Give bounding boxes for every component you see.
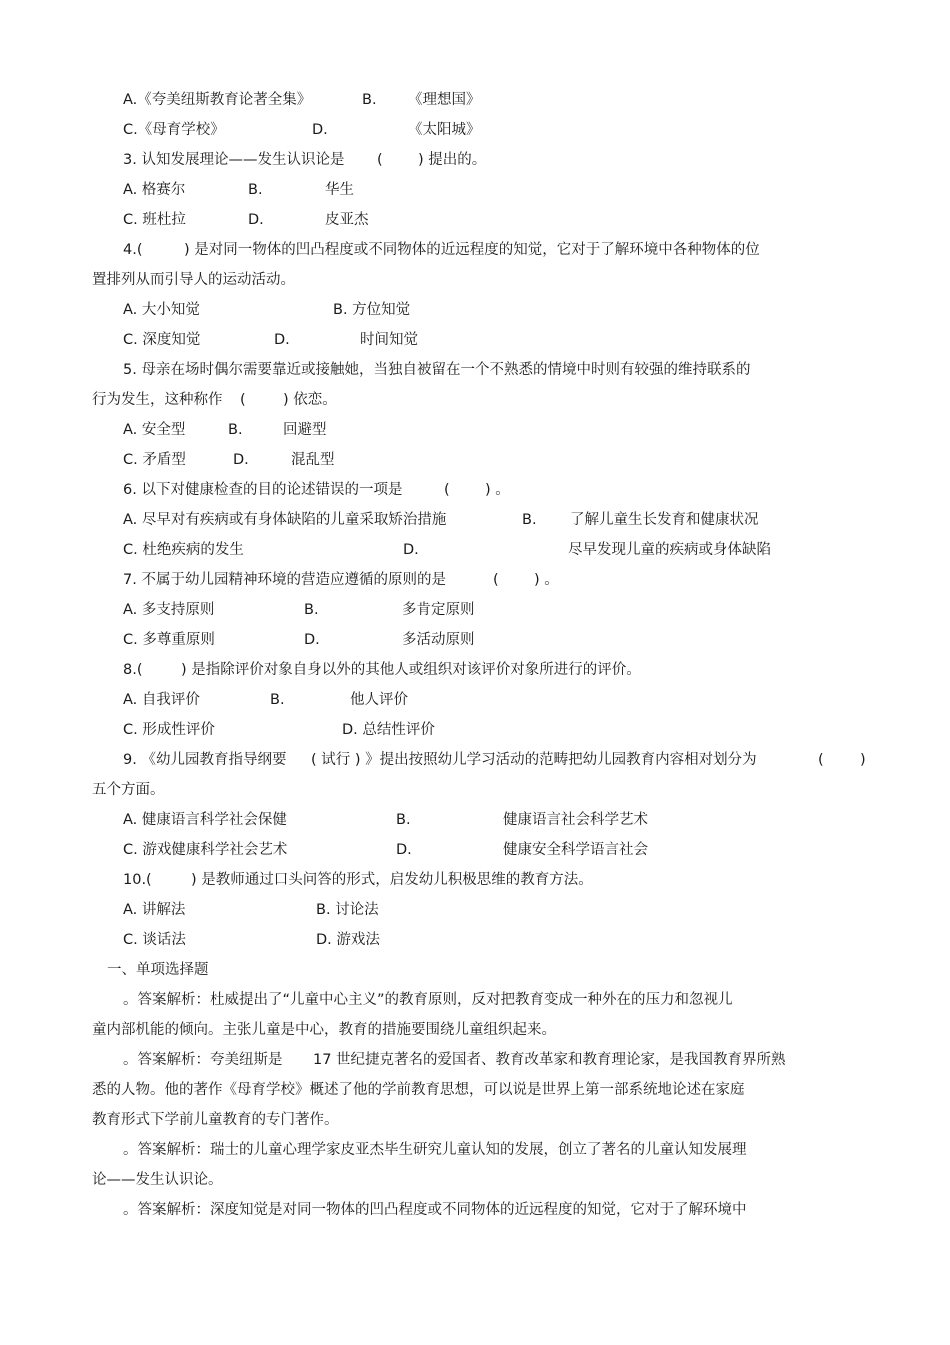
text-line-22-seg-2: (	[818, 752, 824, 768]
text-line-34-seg-0: 教育形式下学前儿童教育的专门著作。	[92, 1112, 339, 1128]
text-line-20-seg-1: B.	[270, 692, 285, 708]
text-line-16-seg-1: (	[493, 572, 499, 588]
text-line-1-seg-1: D.	[312, 122, 328, 138]
text-line-26-seg-1: ) 是教师通过口头问答的形式，启发幼儿积极思维的教育方法。	[191, 872, 593, 888]
text-line-14-seg-2: 了解儿童生长发育和健康状况	[570, 512, 759, 528]
text-line-30-seg-0: 。答案解析：杜威提出了“儿童中心主义”的教育原则，反对把教育变成一种外在的压力和忽视儿	[123, 992, 733, 1008]
text-line-29-seg-0: 一、单项选择题	[107, 962, 209, 978]
text-line-22-seg-0: 9. 《幼儿园教育指导纲要	[123, 752, 287, 768]
text-line-4-seg-2: 皮亚杰	[325, 212, 369, 228]
text-line-18-seg-1: D.	[304, 632, 320, 648]
text-line-0-seg-1: B.	[362, 92, 377, 108]
text-line-10-seg-2: ) 依恋。	[283, 392, 337, 408]
text-line-11-seg-0: A. 安全型	[123, 422, 186, 438]
text-line-17-seg-2: 多肯定原则	[402, 602, 475, 618]
text-line-35-seg-0: 。答案解析：瑞士的儿童心理学家皮亚杰毕生研究儿童认知的发展，创立了著名的儿童认知发展理	[123, 1142, 747, 1158]
text-line-1-seg-2: 《太阳城》	[408, 122, 481, 138]
text-line-19-seg-0: 8.(	[123, 662, 143, 678]
text-line-2-seg-1: (	[377, 152, 383, 168]
text-line-26-seg-0: 10.(	[123, 872, 152, 888]
text-line-16-seg-2: ) 。	[534, 572, 559, 588]
text-line-13-seg-1: (	[444, 482, 450, 498]
text-line-32-seg-1: 17 世纪捷克著名的爱国者、教育改革家和教育理论家，是我国教育界所熟	[313, 1052, 786, 1068]
text-line-5-seg-0: 4.(	[123, 242, 143, 258]
text-line-33-seg-0: 悉的人物。他的著作《母育学校》概述了他的学前教育思想，可以说是世界上第一部系统地论述在家庭	[92, 1082, 745, 1098]
text-line-24-seg-1: B.	[396, 812, 411, 828]
text-line-11-seg-2: 回避型	[283, 422, 327, 438]
text-line-7-seg-1: B. 方位知觉	[333, 302, 411, 318]
text-line-18-seg-0: C. 多尊重原则	[123, 632, 215, 648]
text-line-36-seg-0: 论——发生认识论。	[92, 1172, 223, 1188]
text-line-6-seg-0: 置排列从而引导人的运动活动。	[92, 272, 295, 288]
text-line-25-seg-2: 健康安全科学语言社会	[503, 842, 648, 858]
text-line-3-seg-1: B.	[248, 182, 263, 198]
text-line-9-seg-0: 5. 母亲在场时偶尔需要靠近或接触她，当独自被留在一个不熟悉的情境中时则有较强的维持联系的	[123, 362, 751, 378]
text-line-8-seg-0: C. 深度知觉	[123, 332, 201, 348]
text-line-20-seg-0: A. 自我评价	[123, 692, 200, 708]
text-line-4-seg-0: C. 班杜拉	[123, 212, 186, 228]
text-line-21-seg-0: C. 形成性评价	[123, 722, 215, 738]
text-line-5-seg-1: ) 是对同一物体的凹凸程度或不同物体的近远程度的知觉，它对于了解环境中各种物体的位	[184, 242, 760, 258]
text-line-24-seg-2: 健康语言社会科学艺术	[503, 812, 648, 828]
text-line-1-seg-0: C.《母育学校》	[123, 122, 225, 138]
text-line-7-seg-0: A. 大小知觉	[123, 302, 200, 318]
text-line-25-seg-0: C. 游戏健康科学社会艺术	[123, 842, 288, 858]
text-line-20-seg-2: 他人评价	[350, 692, 408, 708]
text-line-15-seg-2: 尽早发现儿童的疾病或身体缺陷	[568, 542, 771, 558]
text-line-16-seg-0: 7. 不属于幼儿园精神环境的营造应遵循的原则的是	[123, 572, 446, 588]
text-line-17-seg-0: A. 多支持原则	[123, 602, 215, 618]
text-line-12-seg-0: C. 矛盾型	[123, 452, 186, 468]
text-line-23-seg-0: 五个方面。	[92, 782, 165, 798]
text-line-32-seg-0: 。答案解析：夸美纽斯是	[123, 1052, 283, 1068]
text-line-15-seg-0: C. 杜绝疾病的发生	[123, 542, 244, 558]
text-line-15-seg-1: D.	[403, 542, 419, 558]
text-line-13-seg-2: ) 。	[485, 482, 510, 498]
text-line-11-seg-1: B.	[228, 422, 243, 438]
text-line-25-seg-1: D.	[396, 842, 412, 858]
text-line-2-seg-2: ) 提出的。	[418, 152, 487, 168]
text-line-37-seg-0: 。答案解析：深度知觉是对同一物体的凹凸程度或不同物体的近远程度的知觉，它对于了解环境中	[123, 1202, 747, 1218]
text-line-2-seg-0: 3. 认知发展理论——发生认识论是	[123, 152, 345, 168]
text-line-31-seg-0: 童内部机能的倾向。主张儿童是中心，教育的措施要围绕儿童组织起来。	[92, 1022, 556, 1038]
text-line-21-seg-1: D. 总结性评价	[342, 722, 435, 738]
text-line-3-seg-0: A. 格赛尔	[123, 182, 186, 198]
text-line-14-seg-0: A. 尽早对有疾病或有身体缺陷的儿童采取矫治措施	[123, 512, 447, 528]
text-line-27-seg-1: B. 讨论法	[316, 902, 379, 918]
text-line-18-seg-2: 多活动原则	[402, 632, 475, 648]
text-line-10-seg-1: (	[240, 392, 246, 408]
text-line-22-seg-3: )	[860, 752, 866, 768]
text-line-3-seg-2: 华生	[325, 182, 354, 198]
text-line-10-seg-0: 行为发生，这种称作	[92, 392, 223, 408]
text-line-13-seg-0: 6. 以下对健康检查的目的论述错误的一项是	[123, 482, 403, 498]
text-line-19-seg-1: ) 是指除评价对象自身以外的其他人或组织对该评价对象所进行的评价。	[181, 662, 641, 678]
text-line-4-seg-1: D.	[248, 212, 264, 228]
text-line-0-seg-2: 《理想国》	[408, 92, 481, 108]
text-line-14-seg-1: B.	[522, 512, 537, 528]
text-line-28-seg-1: D. 游戏法	[316, 932, 380, 948]
text-line-8-seg-2: 时间知觉	[360, 332, 418, 348]
text-line-12-seg-2: 混乱型	[291, 452, 335, 468]
text-line-17-seg-1: B.	[304, 602, 319, 618]
text-line-22-seg-1: ( 试行 ) 》提出按照幼儿学习活动的范畴把幼儿园教育内容相对划分为	[311, 752, 757, 768]
text-line-28-seg-0: C. 谈话法	[123, 932, 186, 948]
text-line-0-seg-0: A.《夸美纽斯教育论著全集》	[123, 92, 312, 108]
text-line-8-seg-1: D.	[274, 332, 290, 348]
text-line-12-seg-1: D.	[233, 452, 249, 468]
text-line-27-seg-0: A. 讲解法	[123, 902, 186, 918]
text-line-24-seg-0: A. 健康语言科学社会保健	[123, 812, 287, 828]
